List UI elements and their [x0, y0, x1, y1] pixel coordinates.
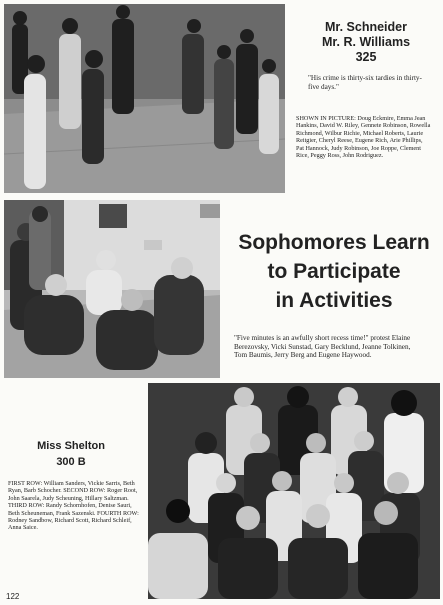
headline-line: in Activities [275, 289, 393, 312]
headline-line: Sophomores Learn [238, 231, 430, 254]
caption-label: SHOWN IN PICTURE: [296, 115, 356, 122]
dance-photo [4, 4, 285, 193]
teacher-name: Mr. Schneider [325, 20, 407, 34]
room-number: 300 B [56, 456, 86, 468]
top-quote: "His crime is thirty-six tardies in thirty-five days." [308, 74, 422, 91]
teacher-name: Mr. R. Williams [321, 35, 411, 49]
bottom-caption: FIRST ROW: William Sanders, Vickie Sarris, Beth Ryan, Barb Schocher. SECOND ROW: Roger Root, John Saarela, Judy Scheuning, Hillary Saltzman. THIRD ROW: Randy Schornhofen, Denise Sauri, Beth Scheuneman, Frank Sazenski. FOURTH ROW: Rodney Sandbow, Richard Scott, Richard Schleif, Anna Saice. [8, 480, 139, 532]
page-number: 122 [6, 592, 20, 601]
headline-line: to Participate [267, 260, 401, 283]
teacher-name: Miss Shelton [37, 440, 105, 452]
middle-quote: "Five minutes is an awfully short recess time!" protest Elaine Berezovsky, Vicki Sunstad, Gary Becklund, Jeanne Tolkinen, Tom Baumis, Jerry Berg and Eugene Haywood. [234, 334, 411, 360]
bottom-teacher-heading [8, 438, 134, 470]
class-group-photo [148, 383, 440, 599]
top-teacher-heading [292, 20, 440, 65]
room-number: 325 [355, 50, 377, 64]
caption-names: Doug Eckmire, Emma Jean Hankins, David W. Riley, Gennete Robinson, Rowella Richmond, Wilbur Richie, Michael Roberts, Laurie Reitgier, Cheryl Reese, Eugene Rich, Arie Phillips, Pat Hannock, Judy Robinson, Joe Roppe, Clement Rice, Peggy Ross, John Rodriguez. [296, 115, 431, 160]
circle-activity-photo [4, 200, 220, 378]
page-headline [234, 228, 434, 315]
top-caption [296, 115, 432, 159]
